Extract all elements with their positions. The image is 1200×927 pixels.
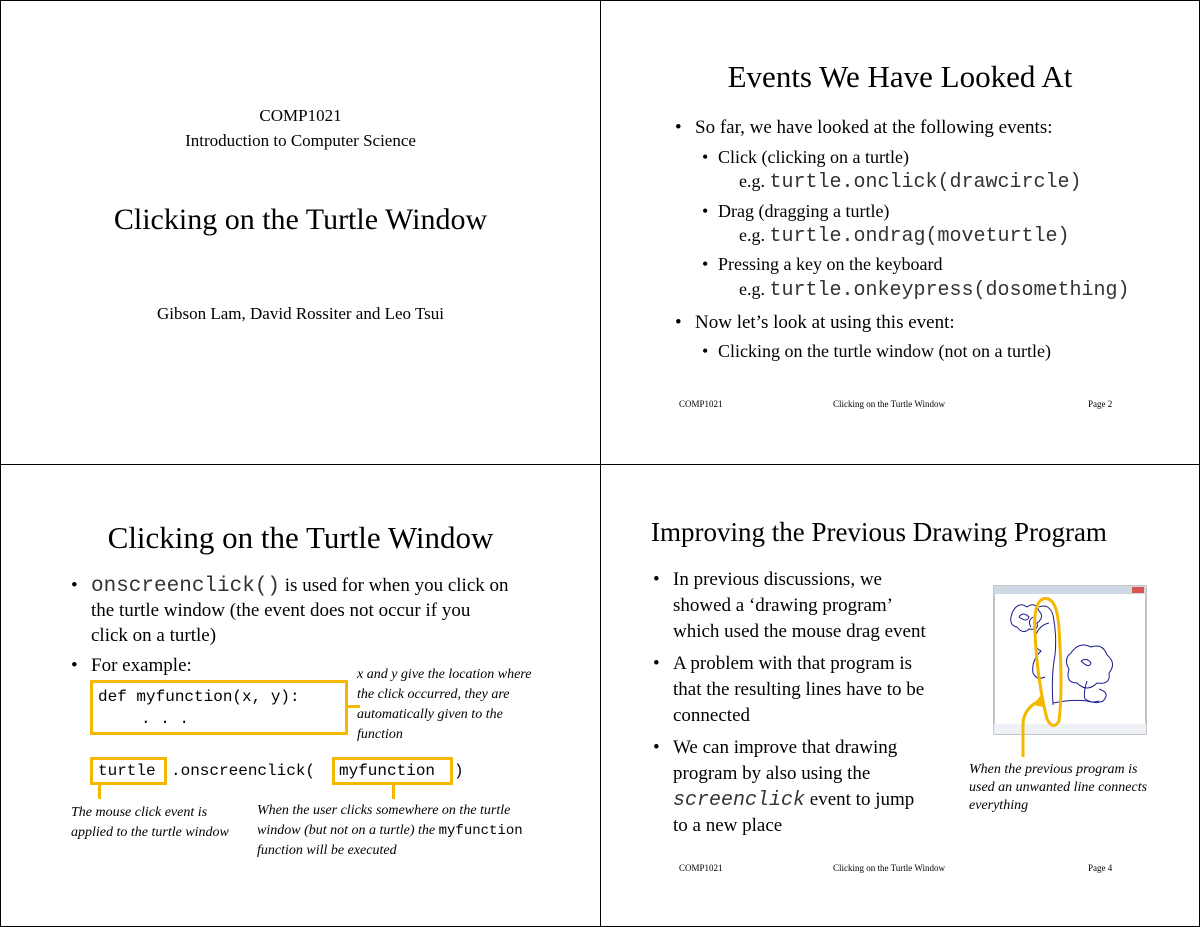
sub-bullet: • Pressing a key on the keyboard — [718, 254, 942, 275]
code-close-paren: ) — [454, 762, 464, 780]
sub-bullet: • Drag (dragging a turtle) — [718, 201, 889, 222]
bullet: • Now let’s look at using this event: — [695, 312, 955, 334]
example-line — [739, 225, 1070, 248]
connector-line — [98, 785, 101, 799]
slide-2-title: Events We Have Looked At — [727, 59, 1073, 94]
sub-bullet: • Clicking on the turtle window (not on a turtle) — [718, 341, 1051, 362]
note-xy: x and y give the location where the click occurred, they are automatically given to the function — [357, 667, 532, 742]
slide-4 — [600, 464, 1200, 927]
slide-3-title: Clicking on the Turtle Window — [107, 520, 494, 555]
footer-left: COMP1021 — [679, 863, 723, 873]
footer-right: Page 4 — [1088, 863, 1113, 873]
bullet — [91, 575, 509, 598]
eg-label: e.g. — [739, 279, 765, 299]
footer-left: COMP1021 — [679, 399, 723, 409]
bullet-continuation: the turtle window (the event does not occur if you — [91, 600, 471, 621]
note-right-code: myfunction — [438, 823, 523, 839]
thumbnail-caption: When the previous program is used an unwanted line connects everything — [969, 762, 1148, 813]
slide-1 — [0, 0, 601, 465]
code-onclick: turtle.onclick(drawcircle) — [769, 171, 1082, 194]
eg-label: e.g. — [739, 225, 765, 245]
note-right-text: function will be executed — [257, 843, 397, 858]
bullet: • In previous discussions, we — [673, 569, 882, 591]
caption-arrow — [1005, 695, 1045, 757]
code-dots: . . . — [141, 710, 190, 728]
footer-center: Clicking on the Turtle Window — [833, 399, 945, 409]
code-ondrag: turtle.ondrag(moveturtle) — [769, 225, 1070, 248]
bullet-continuation: that the resulting lines have to be — [673, 679, 925, 700]
example-line — [739, 279, 1130, 302]
slide-4-title: Improving the Previous Drawing Program — [651, 517, 1107, 547]
slide-2 — [600, 0, 1200, 465]
bullet: • A problem with that program is — [673, 653, 912, 675]
bullet-continuation — [673, 789, 914, 812]
course-code: COMP1021 — [259, 106, 342, 125]
bullet-continuation: to a new place — [673, 815, 783, 836]
code-method: .onscreenclick( — [171, 762, 316, 780]
connector-line — [392, 785, 395, 799]
bullet: • We can improve that drawing — [673, 737, 897, 759]
code-def: def myfunction(x, y): — [98, 688, 300, 706]
sub-bullet: • Click (clicking on a turtle) — [718, 147, 909, 168]
authors: Gibson Lam, David Rossiter and Leo Tsui — [157, 304, 444, 323]
bullet-text: event to jump — [809, 789, 915, 810]
bullet-continuation: program by also using the — [673, 763, 871, 784]
footer-center: Clicking on the Turtle Window — [833, 863, 945, 873]
bullet-continuation: showed a ‘drawing program’ — [673, 595, 894, 616]
bullet-continuation: which used the mouse drag event — [673, 621, 926, 642]
bullet: • For example: — [91, 655, 192, 677]
bullet-continuation: connected — [673, 705, 751, 726]
bullet-text: is used for when you click on — [284, 575, 509, 596]
slide-3 — [0, 464, 601, 927]
note-right — [257, 801, 549, 861]
slide-1-title: Clicking on the Turtle Window — [113, 203, 488, 236]
example-line — [739, 171, 1082, 194]
code-screenclick: screenclick — [673, 789, 806, 812]
eg-label: e.g. — [739, 171, 765, 191]
code-myfunction: myfunction — [339, 762, 436, 780]
footer-right: Page 2 — [1088, 399, 1113, 409]
course-name: Introduction to Computer Science — [185, 131, 416, 150]
bullet: • So far, we have looked at the following events: — [695, 117, 1053, 139]
bullet-continuation: click on a turtle) — [91, 625, 217, 646]
note-left: The mouse click event is applied to the turtle window — [71, 805, 229, 840]
code-onscreenclick: onscreenclick() — [91, 575, 281, 598]
code-turtle: turtle — [98, 762, 156, 780]
note-right-text: When the user clicks somewhere on the turtle window (but not on a turtle) the — [257, 803, 511, 838]
code-onkeypress: turtle.onkeypress(dosomething) — [769, 279, 1130, 302]
